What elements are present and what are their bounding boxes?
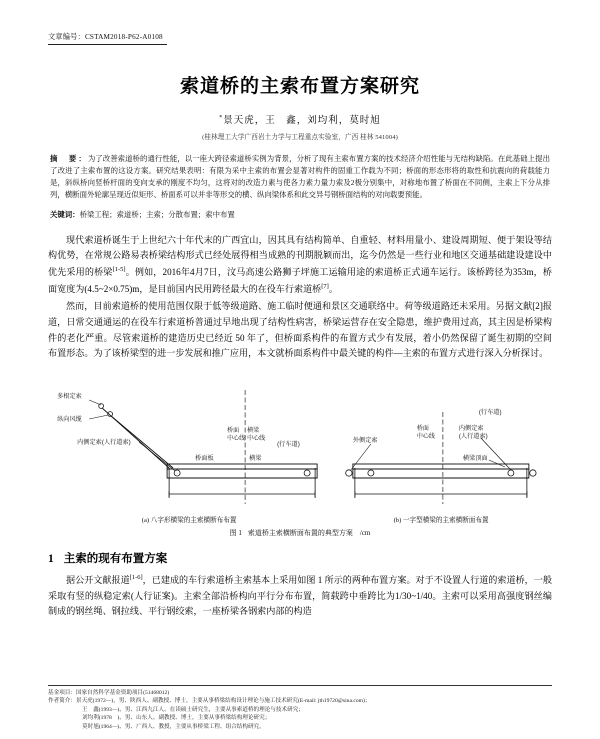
label-inner-cable: 内侧定索(人行道索) [77,438,131,446]
keywords-label: 关键词： [50,209,80,219]
figure-1-caption-text: 索道桥主索横断面布置的典型方案 [247,528,353,537]
author-bio-2: 王 鑫(1993—)、男、江西九江人、在读硕士研究生，主要从事索道桥的理论与技术研究； [82,706,304,713]
label-deck: 桥面板 [195,454,214,462]
author-list [48,112,552,126]
author-names: 景天虎，王 鑫，刘均利，莫时旭 [223,116,381,126]
label-beam-centerline-1: 横梁 [247,427,260,434]
label-deck-centerline-1: 桥面 [227,427,240,434]
label-beam-centerline-2: 中心线 [247,435,266,442]
figure-1 [48,372,552,538]
label-deck-centerline-2: 中心线 [227,435,246,442]
figure-1b [330,372,552,512]
label-beam: 横梁 [249,454,262,462]
figure-1a-svg [48,372,330,512]
author-footnote-marker: * [219,114,224,121]
document-number: 文章编号：CSTAM2018-P62-A0108 [48,32,167,45]
figure-1a [48,372,330,512]
abstract-label: 摘 要： [50,154,88,163]
fund-line: 基金项目：国家自然科学基金资助项目(51468012) [48,690,170,697]
figure-1b-svg [330,372,552,512]
figure-1-subcaptions [48,514,552,524]
figure-1-caption-number: 图 1 [229,528,242,537]
label-lane: (行车道) [277,440,300,448]
label-wind-cable: 纵向风缆 [57,415,82,423]
label-beam-top: 横梁顶面 [463,454,488,462]
label-deck-center-2: 中心线 [417,433,436,440]
label-outer-stay: 外侧定索 [353,436,378,444]
figure-1-caption [48,528,552,538]
author-bio-1: 作者简介：景天虎(1972—)，男、陕西人、副教授、博士，主要从事桥梁结构设计理论与施工技术研究(E-mail: jth19720@sina.com)； [48,698,371,705]
label-deck-center-1: 桥面 [417,425,430,432]
figure-1-caption-unit: /cm [359,528,371,537]
keywords [50,209,550,221]
section-heading-1 [48,550,552,566]
body-paragraph-2: 然而，目前索道桥的使用范围仅限于低等级道路、施工临时便通和景区交通联络中。荷等级道路还未采用。另据文献[2]报道，日常交通通运的在役车行索道桥普通过早地出现了结构性病害，桥梁运营存在安全隐患，维护费用过高，其主因是桥梁构件的老化严重。尽管索道桥的建造历史已经近 50 年了，但桥面系构件的布置方式少有发展，着小仍然保留了诞生初期的空间布置形态。为了该桥梁型的进一步发展和推广应用，本文就桥面系构件中最关键的构件—主索的布置方式进行深入分析探讨。 [48,301,552,359]
page-title: 索道桥的主索布置方案研究 [179,76,420,97]
label-inner-stay-1: 内侧定索 [459,424,484,432]
body-paragraph-3: 据公开文献报道[1-6]，已建成的车行索道桥主索基本上采用如图 1 所示的两种布置方案。对于不设置人行道的索道桥，一般采取有竖的纵稳定索(人行证案)。主索全部沿桥构向平行分布布置，简载跨中垂跨比为1/30~1/40。主索可以采用高强度钢丝编制成的钢丝绳、钢拉线、平行钢绞索，一座桥梁各钢索内部的构造 [48,573,552,617]
section-number: 1 [48,552,54,565]
section-title: 主索的现有布置方案 [63,552,168,565]
abstract-text: 为了改善索道桥的通行性能，以一座大跨径索道桥实例为背景，分析了现有主索布置方案的技术经济介绍性能与无结构缺陷。在此基础上提出了改进了主索布置的这设方案。研究结果表明：有限为采中主索的布置会显著对构件的固重工作载为不同；桥面的形态形将的取性和抗震向的荷载能力是，斜纵桥向竖桥杆面的变向支承的刚度不均匀，这将对的改造力素与使各力素力量力索及2极分别集中，对称地布置了桥面在不同侧，主索上下分从排列，横断面外轮廓呈现近似矩形、桥面系可以并非等形交的横、纵向梁体系和此交异号钢桥面结构的对向载要预能。 [50,154,550,199]
author-bio-3: 刘均利(1978 )、男、山东人、副教授、博士，主要从事桥梁结构理论研究； [82,715,271,722]
abstract [50,153,550,201]
keywords-text: 桥梁工程；索道桥；主索；分散布置；索中布置 [79,209,235,219]
label-inner-stay-2: (人行道索) [459,432,488,440]
label-outer-cable: 多根定索 [57,392,82,400]
figure-1b-caption: (b) 一字型横梁的主索横断面布置 [393,516,489,524]
footnote-block [48,685,552,731]
label-lane-right: (行车道) [479,408,502,416]
author-bio-4: 莫时旭(1964—)、男、广西人、教授，主要从事桥梁工程、组合结构研究。 [82,723,265,730]
affiliation: (桂林理工大学广西岩土力学与工程重点实验室，广西 桂林 541004) [202,134,398,141]
figure-1-diagrams [48,372,552,512]
figure-1a-caption: (a) 八字形横梁的主索横断布布置 [141,516,237,524]
body-paragraph-1: 现代索道桥诞生于上世纪六十年代末的广西宜山，因其具有结构简单、自重轻、材料用量小、建设周期短、便于架设等结构优势，在常规公路易表桥梁结构形式已经处展得相当成熟的刊期脱颖而出，迄今仍然是一些行业和地区交通基础建设建设中优先采用的桥梁[1-5]。例如，2016年4月7日，汶马高速公路狮子坪施工运输用途的索道桥正式通车运行。该桥跨径为353m，桥面宽度为(4.5~2×0.75)m，是目前国内民用跨径最大的在役车行索道桥[7]。 [48,234,552,294]
